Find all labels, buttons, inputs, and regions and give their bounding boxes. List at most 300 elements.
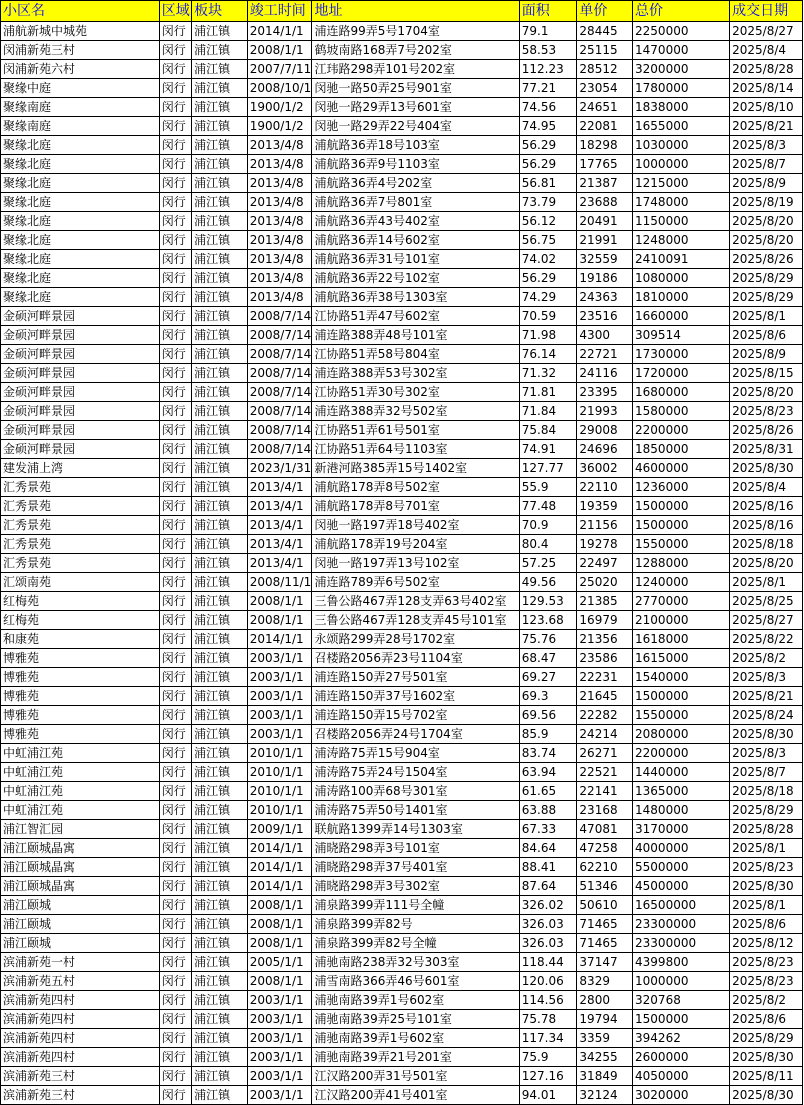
table-row [1, 307, 803, 326]
block-cell: 浦江镇 [192, 345, 248, 364]
table-row [1, 440, 803, 459]
table-row [1, 782, 803, 801]
district-header: 区域 [159, 1, 191, 22]
block-cell: 浦江镇 [192, 535, 248, 554]
unit-price-cell: 47258 [577, 839, 633, 858]
address-cell: 浦驰南路39弄25号101室 [312, 1010, 519, 1029]
total-price-cell: 3170000 [633, 820, 730, 839]
block-cell: 浦江镇 [192, 193, 248, 212]
deal-date-cell: 2025/8/29 [730, 288, 803, 307]
unit-price-cell: 22721 [577, 345, 633, 364]
block-cell: 浦江镇 [192, 763, 248, 782]
table-row [1, 839, 803, 858]
community-name-cell: 金硕河畔景园 [1, 345, 160, 364]
area-cell: 73.79 [519, 193, 577, 212]
area-cell: 114.56 [519, 991, 577, 1010]
completion-date-cell: 2008/1/1 [247, 896, 312, 915]
table-row [1, 763, 803, 782]
deal-date-cell: 2025/8/31 [730, 440, 803, 459]
district-cell: 闵行 [159, 231, 191, 250]
area-cell: 56.29 [519, 136, 577, 155]
table-row [1, 326, 803, 345]
address-cell: 浦泉路399弄82号全幢 [312, 934, 519, 953]
address-cell: 闵驰一路197弄13号102室 [312, 554, 519, 573]
completion-date-cell: 1900/1/2 [247, 98, 312, 117]
unit-price-cell: 24651 [577, 98, 633, 117]
district-cell: 闵行 [159, 155, 191, 174]
table-row [1, 1086, 803, 1105]
unit-price-cell: 36002 [577, 459, 633, 478]
district-cell: 闵行 [159, 174, 191, 193]
address-cell: 浦航路178弄8号701室 [312, 497, 519, 516]
completion-date-cell: 2003/1/1 [247, 668, 312, 687]
district-cell: 闵行 [159, 763, 191, 782]
table-row [1, 1067, 803, 1086]
total-price-cell: 1780000 [633, 79, 730, 98]
table-row [1, 345, 803, 364]
district-cell: 闵行 [159, 79, 191, 98]
address-cell: 永颂路299弄28号1702室 [312, 630, 519, 649]
deal-date-cell: 2025/8/30 [730, 1048, 803, 1067]
table-row [1, 364, 803, 383]
area-cell: 112.23 [519, 60, 577, 79]
table-row [1, 250, 803, 269]
completion-date-cell: 2003/1/1 [247, 687, 312, 706]
community-name-cell: 汇秀景苑 [1, 478, 160, 497]
total-price-cell: 2250000 [633, 22, 730, 41]
total-price-cell: 1470000 [633, 41, 730, 60]
unit-price-cell: 32124 [577, 1086, 633, 1105]
district-cell: 闵行 [159, 915, 191, 934]
total-price-cell: 1660000 [633, 307, 730, 326]
block-cell: 浦江镇 [192, 630, 248, 649]
total-price-cell: 2200000 [633, 744, 730, 763]
community-name-cell: 博雅苑 [1, 687, 160, 706]
community-name-cell: 红梅苑 [1, 592, 160, 611]
area-header: 面积 [519, 1, 577, 22]
unit-price-cell: 21387 [577, 174, 633, 193]
total-price-cell: 16500000 [633, 896, 730, 915]
block-cell: 浦江镇 [192, 79, 248, 98]
district-cell: 闵行 [159, 41, 191, 60]
completion-date-cell: 2010/1/1 [247, 801, 312, 820]
deal-date-cell: 2025/8/6 [730, 1010, 803, 1029]
address-cell: 江协路51弄30号302室 [312, 383, 519, 402]
area-cell: 56.29 [519, 269, 577, 288]
table-row [1, 630, 803, 649]
deal-date-cell: 2025/8/3 [730, 744, 803, 763]
deal-date-cell: 2025/8/21 [730, 687, 803, 706]
address-cell: 江协路51弄58号804室 [312, 345, 519, 364]
community-name-cell: 聚缘南庭 [1, 117, 160, 136]
total-price-cell: 1440000 [633, 763, 730, 782]
completion-date-cell: 2008/7/14 [247, 364, 312, 383]
completion-date-cell: 2008/1/1 [247, 611, 312, 630]
deal-date-cell: 2025/8/2 [730, 649, 803, 668]
community-name-cell: 滨浦新苑三村 [1, 1067, 160, 1086]
deal-date-cell: 2025/8/4 [730, 478, 803, 497]
completion-date-cell: 1900/1/2 [247, 117, 312, 136]
address-cell: 浦连路99弄5号1704室 [312, 22, 519, 41]
community-name-cell: 金硕河畔景园 [1, 364, 160, 383]
address-cell: 召楼路2056弄23号1104室 [312, 649, 519, 668]
area-cell: 69.3 [519, 687, 577, 706]
area-cell: 88.41 [519, 858, 577, 877]
deal-date-cell: 2025/8/20 [730, 231, 803, 250]
community-name-cell: 浦江智汇园 [1, 820, 160, 839]
block-cell: 浦江镇 [192, 706, 248, 725]
address-cell: 江汉路200弄31号501室 [312, 1067, 519, 1086]
community-name-cell: 聚缘北庭 [1, 193, 160, 212]
district-cell: 闵行 [159, 725, 191, 744]
total-price-cell: 2770000 [633, 592, 730, 611]
area-cell: 71.81 [519, 383, 577, 402]
unit-price-cell: 21156 [577, 516, 633, 535]
district-cell: 闵行 [159, 136, 191, 155]
area-cell: 63.94 [519, 763, 577, 782]
total-price-cell: 1248000 [633, 231, 730, 250]
unit-price-cell: 23395 [577, 383, 633, 402]
block-cell: 浦江镇 [192, 801, 248, 820]
deal-date-cell: 2025/8/23 [730, 953, 803, 972]
block-cell: 浦江镇 [192, 573, 248, 592]
total-price-cell: 1550000 [633, 706, 730, 725]
block-cell: 浦江镇 [192, 820, 248, 839]
block-cell: 浦江镇 [192, 611, 248, 630]
table-row [1, 231, 803, 250]
district-cell: 闵行 [159, 820, 191, 839]
completion-date-cell: 2003/1/1 [247, 725, 312, 744]
table-row [1, 79, 803, 98]
district-cell: 闵行 [159, 345, 191, 364]
community-name-cell: 金硕河畔景园 [1, 421, 160, 440]
total-price-cell: 1720000 [633, 364, 730, 383]
deal-date-cell: 2025/8/18 [730, 535, 803, 554]
total-price-cell: 1500000 [633, 497, 730, 516]
address-header: 地址 [312, 1, 519, 22]
address-cell: 浦涛路100弄68号301室 [312, 782, 519, 801]
deal-date-cell: 2025/8/6 [730, 915, 803, 934]
area-cell: 79.1 [519, 22, 577, 41]
unit-price-cell: 25115 [577, 41, 633, 60]
table-row [1, 402, 803, 421]
community-name-cell: 汇秀景苑 [1, 497, 160, 516]
block-cell: 浦江镇 [192, 136, 248, 155]
total-price-cell: 1000000 [633, 972, 730, 991]
completion-date-header: 竣工时间 [247, 1, 312, 22]
block-cell: 浦江镇 [192, 98, 248, 117]
total-price-cell: 1810000 [633, 288, 730, 307]
address-cell: 鹤坡南路168弄7号202室 [312, 41, 519, 60]
district-cell: 闵行 [159, 459, 191, 478]
unit-price-cell: 8329 [577, 972, 633, 991]
table-row [1, 611, 803, 630]
completion-date-cell: 2013/4/1 [247, 554, 312, 573]
area-cell: 70.9 [519, 516, 577, 535]
completion-date-cell: 2003/1/1 [247, 1086, 312, 1105]
area-cell: 83.74 [519, 744, 577, 763]
area-cell: 63.88 [519, 801, 577, 820]
address-cell: 浦连路388弄48号101室 [312, 326, 519, 345]
completion-date-cell: 2005/1/1 [247, 953, 312, 972]
address-cell: 浦航路36弄38号1303室 [312, 288, 519, 307]
unit-price-cell: 23688 [577, 193, 633, 212]
community-name-cell: 浦江颐城 [1, 934, 160, 953]
area-cell: 80.4 [519, 535, 577, 554]
total-price-cell: 3200000 [633, 60, 730, 79]
total-price-cell: 1000000 [633, 155, 730, 174]
table-row [1, 497, 803, 516]
address-cell: 联航路1399弄14号1303室 [312, 820, 519, 839]
table-row [1, 22, 803, 41]
area-cell: 77.21 [519, 79, 577, 98]
block-cell: 浦江镇 [192, 288, 248, 307]
completion-date-cell: 2013/4/8 [247, 136, 312, 155]
block-cell: 浦江镇 [192, 687, 248, 706]
address-cell: 浦航路36弄14号602室 [312, 231, 519, 250]
completion-date-cell: 2003/1/1 [247, 1029, 312, 1048]
total-price-cell: 2080000 [633, 725, 730, 744]
area-cell: 56.29 [519, 155, 577, 174]
total-price-cell: 4050000 [633, 1067, 730, 1086]
community-name-cell: 金硕河畔景园 [1, 307, 160, 326]
address-cell: 浦泉路399弄82号 [312, 915, 519, 934]
block-header: 板块 [192, 1, 248, 22]
completion-date-cell: 2014/1/1 [247, 22, 312, 41]
district-cell: 闵行 [159, 877, 191, 896]
community-name-cell: 博雅苑 [1, 706, 160, 725]
unit-price-cell: 62210 [577, 858, 633, 877]
area-cell: 76.14 [519, 345, 577, 364]
total-price-cell: 4500000 [633, 877, 730, 896]
block-cell: 浦江镇 [192, 839, 248, 858]
area-cell: 75.9 [519, 1048, 577, 1067]
block-cell: 浦江镇 [192, 668, 248, 687]
block-cell: 浦江镇 [192, 1086, 248, 1105]
total-price-cell: 1540000 [633, 668, 730, 687]
community-name-cell: 浦江颐城晶寓 [1, 858, 160, 877]
community-name-cell: 浦江颐城晶寓 [1, 839, 160, 858]
community-name-cell: 滨浦新苑四村 [1, 1048, 160, 1067]
total-price-cell: 23300000 [633, 915, 730, 934]
area-cell: 61.65 [519, 782, 577, 801]
area-cell: 94.01 [519, 1086, 577, 1105]
area-cell: 57.25 [519, 554, 577, 573]
address-cell: 三鲁公路467弄128支弄45号101室 [312, 611, 519, 630]
block-cell: 浦江镇 [192, 877, 248, 896]
unit-price-cell: 28445 [577, 22, 633, 41]
area-cell: 69.56 [519, 706, 577, 725]
total-price-cell: 3020000 [633, 1086, 730, 1105]
table-row [1, 136, 803, 155]
community-name-cell: 聚缘北庭 [1, 250, 160, 269]
district-cell: 闵行 [159, 611, 191, 630]
total-price-cell: 309514 [633, 326, 730, 345]
total-price-cell: 1365000 [633, 782, 730, 801]
unit-price-cell: 4300 [577, 326, 633, 345]
total-price-cell: 1030000 [633, 136, 730, 155]
completion-date-cell: 2003/1/1 [247, 649, 312, 668]
deal-date-cell: 2025/8/1 [730, 839, 803, 858]
completion-date-cell: 2014/1/1 [247, 839, 312, 858]
deal-date-cell: 2025/8/23 [730, 858, 803, 877]
area-cell: 69.27 [519, 668, 577, 687]
unit-price-cell: 21645 [577, 687, 633, 706]
total-price-cell: 1850000 [633, 440, 730, 459]
district-cell: 闵行 [159, 516, 191, 535]
district-cell: 闵行 [159, 60, 191, 79]
completion-date-cell: 2013/4/8 [247, 174, 312, 193]
district-cell: 闵行 [159, 326, 191, 345]
total-price-cell: 1500000 [633, 516, 730, 535]
area-cell: 326.03 [519, 934, 577, 953]
area-cell: 74.91 [519, 440, 577, 459]
deal-date-cell: 2025/8/1 [730, 307, 803, 326]
unit-price-cell: 26271 [577, 744, 633, 763]
address-cell: 江玮路298弄101号202室 [312, 60, 519, 79]
completion-date-cell: 2008/1/1 [247, 41, 312, 60]
completion-date-cell: 2003/1/1 [247, 1010, 312, 1029]
block-cell: 浦江镇 [192, 1029, 248, 1048]
area-cell: 75.76 [519, 630, 577, 649]
total-price-cell: 1150000 [633, 212, 730, 231]
community-name-cell: 闵浦新苑三村 [1, 41, 160, 60]
district-cell: 闵行 [159, 288, 191, 307]
district-cell: 闵行 [159, 1029, 191, 1048]
address-cell: 浦连路789弄6号502室 [312, 573, 519, 592]
deal-date-cell: 2025/8/1 [730, 573, 803, 592]
district-cell: 闵行 [159, 421, 191, 440]
completion-date-cell: 2013/4/1 [247, 535, 312, 554]
address-cell: 浦驰南路238弄32号303室 [312, 953, 519, 972]
address-cell: 浦航路36弄43号402室 [312, 212, 519, 231]
unit-price-cell: 22110 [577, 478, 633, 497]
community-name-cell: 聚缘南庭 [1, 98, 160, 117]
unit-price-cell: 21356 [577, 630, 633, 649]
table-row [1, 98, 803, 117]
total-price-cell: 1680000 [633, 383, 730, 402]
unit-price-cell: 24363 [577, 288, 633, 307]
unit-price-cell: 50610 [577, 896, 633, 915]
block-cell: 浦江镇 [192, 421, 248, 440]
district-cell: 闵行 [159, 402, 191, 421]
address-cell: 浦涛路75弄50号1401室 [312, 801, 519, 820]
completion-date-cell: 2008/7/14 [247, 440, 312, 459]
district-cell: 闵行 [159, 1010, 191, 1029]
deal-date-cell: 2025/8/20 [730, 212, 803, 231]
deal-date-cell: 2025/8/10 [730, 98, 803, 117]
address-cell: 浦航路178弄8号502室 [312, 478, 519, 497]
community-name-cell: 金硕河畔景园 [1, 326, 160, 345]
table-row [1, 820, 803, 839]
unit-price-cell: 22282 [577, 706, 633, 725]
community-name-cell: 聚缘北庭 [1, 269, 160, 288]
total-price-cell: 5500000 [633, 858, 730, 877]
block-cell: 浦江镇 [192, 782, 248, 801]
unit-price-cell: 28512 [577, 60, 633, 79]
block-cell: 浦江镇 [192, 934, 248, 953]
block-cell: 浦江镇 [192, 212, 248, 231]
unit-price-cell: 18298 [577, 136, 633, 155]
deal-date-cell: 2025/8/15 [730, 364, 803, 383]
table-row [1, 896, 803, 915]
unit-price-cell: 17765 [577, 155, 633, 174]
block-cell: 浦江镇 [192, 155, 248, 174]
completion-date-cell: 2013/4/8 [247, 155, 312, 174]
address-cell: 浦驰南路39弄21号201室 [312, 1048, 519, 1067]
block-cell: 浦江镇 [192, 383, 248, 402]
completion-date-cell: 2010/1/1 [247, 744, 312, 763]
area-cell: 75.78 [519, 1010, 577, 1029]
address-cell: 浦连路150弄15号702室 [312, 706, 519, 725]
district-cell: 闵行 [159, 22, 191, 41]
unit-price-cell: 23586 [577, 649, 633, 668]
area-cell: 49.56 [519, 573, 577, 592]
table-row [1, 554, 803, 573]
address-cell: 浦泉路399弄111号全幢 [312, 896, 519, 915]
total-price-cell: 1580000 [633, 402, 730, 421]
area-cell: 58.53 [519, 41, 577, 60]
table-row [1, 193, 803, 212]
area-cell: 74.29 [519, 288, 577, 307]
table-row [1, 668, 803, 687]
unit-price-cell: 22141 [577, 782, 633, 801]
completion-date-cell: 2014/1/1 [247, 630, 312, 649]
block-cell: 浦江镇 [192, 953, 248, 972]
community-name-cell: 浦航新城中城苑 [1, 22, 160, 41]
block-cell: 浦江镇 [192, 364, 248, 383]
district-cell: 闵行 [159, 573, 191, 592]
block-cell: 浦江镇 [192, 972, 248, 991]
table-row [1, 1010, 803, 1029]
completion-date-cell: 2013/4/1 [247, 497, 312, 516]
table-row [1, 269, 803, 288]
community-name-cell: 滨浦新苑四村 [1, 1010, 160, 1029]
address-cell: 闵驰一路29弄22号404室 [312, 117, 519, 136]
address-cell: 浦晓路298弄3号302室 [312, 877, 519, 896]
address-cell: 三鲁公路467弄128支弄63号402室 [312, 592, 519, 611]
address-cell: 浦航路36弄9号1103室 [312, 155, 519, 174]
table-row [1, 744, 803, 763]
district-cell: 闵行 [159, 896, 191, 915]
address-cell: 江协路51弄61号501室 [312, 421, 519, 440]
completion-date-cell: 2014/1/1 [247, 858, 312, 877]
community-name-cell: 博雅苑 [1, 725, 160, 744]
deal-date-cell: 2025/8/20 [730, 383, 803, 402]
deal-date-cell: 2025/8/11 [730, 1067, 803, 1086]
community-name-cell: 金硕河畔景园 [1, 440, 160, 459]
address-cell: 浦连路150弄37号1602室 [312, 687, 519, 706]
community-name-cell: 聚缘北庭 [1, 231, 160, 250]
table-row [1, 421, 803, 440]
completion-date-cell: 2008/7/14 [247, 383, 312, 402]
address-cell: 浦晓路298弄37号401室 [312, 858, 519, 877]
area-cell: 56.81 [519, 174, 577, 193]
unit-price-cell: 20491 [577, 212, 633, 231]
community-name-cell: 滨浦新苑三村 [1, 1086, 160, 1105]
total-price-cell: 4600000 [633, 459, 730, 478]
block-cell: 浦江镇 [192, 725, 248, 744]
community-name-cell: 中虹浦江苑 [1, 744, 160, 763]
total-price-cell: 1615000 [633, 649, 730, 668]
unit-price-cell: 71465 [577, 934, 633, 953]
unit-price-cell: 23168 [577, 801, 633, 820]
block-cell: 浦江镇 [192, 402, 248, 421]
block-cell: 浦江镇 [192, 269, 248, 288]
district-cell: 闵行 [159, 364, 191, 383]
area-cell: 70.59 [519, 307, 577, 326]
deal-date-cell: 2025/8/16 [730, 497, 803, 516]
